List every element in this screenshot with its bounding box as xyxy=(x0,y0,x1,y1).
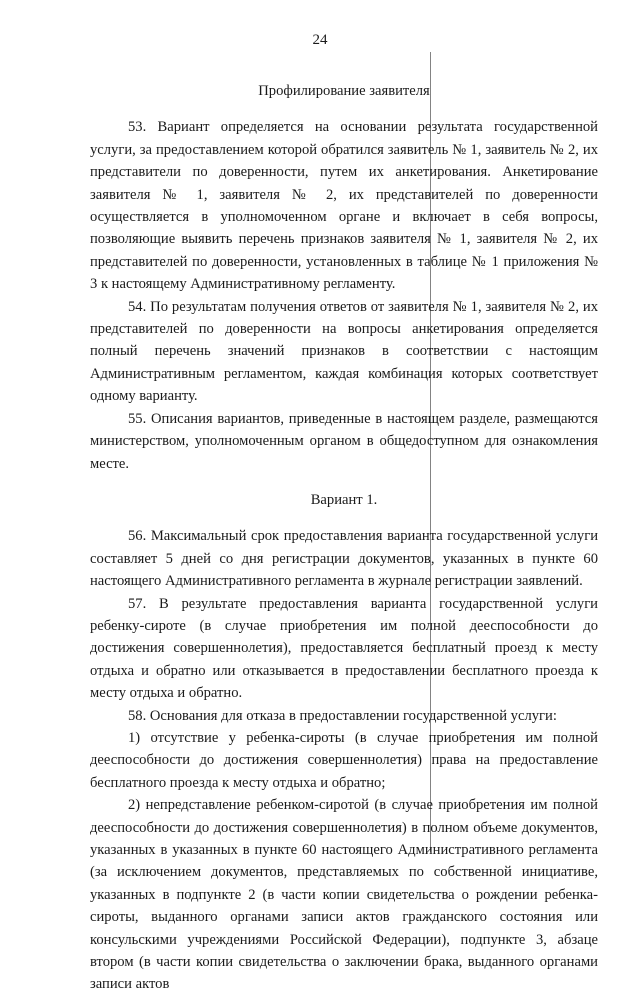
paragraph-58-item-1: 1) отсутствие у ребенка-сироты (в случае приобретения им полной дееспособности до достижения совершеннолетия) права на предоставление бесплатного проезда к месту отдыха и обратно; xyxy=(90,729,598,791)
paragraph-56: 56. Максимальный срок предоставления варианта государственной услуги составляет 5 дней со дня регистрации документов, указанных в пункте 60 настоящего Административного регламента в журнале регистрации заявлений. xyxy=(90,528,598,590)
paragraph-53: 53. Вариант определяется на основании результата государственной услуги, за предоставлением которой обратился заявитель № 1, заявитель № 2, их представители по доверенности, путем их анкетирования. Анкетирование заявителя № 1, заявителя № 2, их представителей по доверенности осуществляется в уполномоченном органе и включает в себя вопросы, позволяющие выявить перечень признаков заявителя № 1, заявителя № 2, их представителей по доверенности, установленных в таблице № 1 приложения № 3 к настоящему Административному регламенту. xyxy=(90,119,598,293)
paragraph-58-item-2: 2) непредставление ребенком-сиротой (в случае приобретения им полной дееспособности до достижения совершеннолетия) в полном объеме документов, указанных в указанных в пункте 60 настоящего Административного регламента (за исключением документов, представляемых по собственной инициативе, указанных в подпункте 2 (в части копии свидетельства о рождении ребенка-сироты, выданного органами записи актов гражданского состояния или консульскими учреждениями Российской Федерации), подпункте 3, абзаце втором (в части копии свидетельства о заключении брака, выданного органами записи актов xyxy=(90,797,598,993)
variant-title: Вариант 1. xyxy=(310,491,378,508)
paragraph-58: 58. Основания для отказа в предоставлении государственной услуги: xyxy=(128,707,557,724)
page-number: 24 xyxy=(312,32,328,48)
paragraph-55: 55. Описания вариантов, приведенные в настоящем разделе, размещаются министерством, уполномоченным органом в общедоступном для ознакомления месте. xyxy=(90,410,598,472)
section-title: Профилирование заявителя xyxy=(258,83,430,99)
paragraph-57: 57. В результате предоставления варианта государственной услуги ребенку-сироте (в случае приобретения им полной дееспособности до достижения совершеннолетия), предоставляется бесплатный проезд к месту отдыха и обратно или отказывается в предоставлении бесплатного проезда к месту отдыха и обратно. xyxy=(90,595,598,702)
paragraph-54: 54. По результатам получения ответов от заявителя № 1, заявителя № 2, их представителей по доверенности на вопросы анкетирования определяется полный перечень значений признаков в соответствии с настоящим Административным регламентом, каждая комбинация которых соответствует одному варианту. xyxy=(90,298,598,405)
document-body xyxy=(90,80,598,996)
